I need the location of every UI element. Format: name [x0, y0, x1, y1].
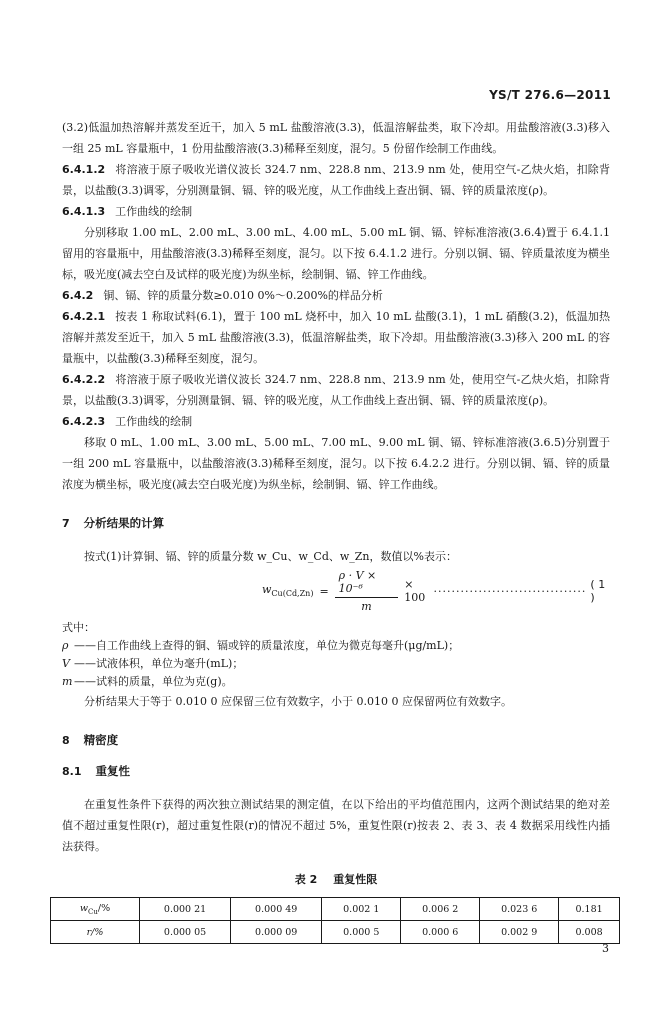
- table-cell: 0.000 6: [401, 921, 480, 944]
- formula-lhs: $w_{Cu(Cd,Zn)}$: [262, 583, 314, 599]
- subsection-title: 重复性: [95, 764, 130, 778]
- clause-6-4-1-2: [62, 159, 610, 201]
- table-row: [51, 898, 620, 921]
- paragraph-continued: (3.2)低温加热溶解并蒸发至近干，加入 5 mL 盐酸溶液(3.3)，低温溶解盐类，取下冷却。用盐酸溶液(3.3)移入一组 25 mL 容量瓶中，1 份用盐酸溶液(3.3)稀释至刻度，混匀。5 份留作绘制工作曲线。: [62, 121, 610, 155]
- table-cell: 0.008: [559, 921, 620, 944]
- clause-number: 6.4.1.2: [62, 163, 106, 176]
- formula-equals: =: [319, 584, 329, 598]
- table-cell: 0.002 1: [322, 898, 401, 921]
- repeatability-text: 在重复性条件下获得的两次独立测试结果的测定值，在以下给出的平均值范围内，这两个测试结果的绝对差值不超过重复性限(r)，超过重复性限(r)的情况不超过 5%，重复性限(r)按表 2、表 3、表 4 数据采用线性内插法获得。: [62, 798, 610, 853]
- clause-6-4-2: [62, 285, 610, 306]
- table-cell: 0.000 09: [231, 921, 322, 944]
- formula-1: [62, 569, 610, 613]
- clause-text: 将溶液于原子吸收光谱仪波长 324.7 nm、228.8 nm、213.9 nm 处，使用空气-乙炔火焰，扣除背景，以盐酸(3.3)调零，分别测量铜、镉、锌的吸光度，从工作曲线上查出铜、镉、锌的质量浓度(ρ)。: [62, 373, 610, 407]
- formula-fraction: [335, 569, 399, 613]
- page-number: 3: [602, 942, 609, 955]
- significant-digits-note: 分析结果大于等于 0.010 0 应保留三位有效数字，小于 0.010 0 应保留两位有效数字。: [84, 695, 512, 708]
- document-code: YS/T 276.6—2011: [489, 88, 611, 102]
- clause-number: 6.4.2.2: [62, 373, 106, 386]
- table-cell: 0.181: [559, 898, 620, 921]
- paragraph-calibration-1: 分别移取 1.00 mL、2.00 mL、3.00 mL、4.00 mL、5.00 mL 铜、镉、锌标准溶液(3.6.4)置于 6.4.1.1 留用的容量瓶中，用盐酸溶液(3.3)稀释至刻度，混匀。以下按 6.4.1.2 进行。分别以铜、镉、锌质量浓度为横坐标，吸光度(减去空白及试样的吸光度)为纵坐标，绘制铜、镉、锌工作曲线。: [62, 226, 610, 281]
- formula-leader-dots: ··································: [433, 584, 587, 598]
- where-label: 式中：: [62, 621, 95, 634]
- definition-volume: V ——试液体积，单位为毫升(mL)；: [62, 657, 244, 670]
- clause-number: 6.4.2.3: [62, 415, 106, 428]
- section-number: 7: [62, 517, 70, 530]
- clause-title: 工作曲线的绘制: [115, 205, 193, 218]
- section-title: 分析结果的计算: [83, 516, 165, 530]
- table-row: [51, 921, 620, 944]
- table-cell: 0.002 9: [480, 921, 559, 944]
- table-cell: 0.000 5: [322, 921, 401, 944]
- subsection-number: 8.1: [62, 765, 82, 778]
- table-label: 表 2: [294, 873, 318, 886]
- section-8-1-heading: [62, 761, 610, 782]
- section-title: 精密度: [83, 733, 119, 747]
- clause-number: 6.4.2.1: [62, 310, 106, 323]
- definition-rho: ρ ——自工作曲线上查得的铜、镉或锌的质量浓度，单位为微克每毫升(μg/mL)；: [62, 639, 460, 652]
- clause-title: 铜、镉、锌的质量分数≥0.010 0%～0.200%的样品分析: [103, 289, 383, 302]
- table-cell: 0.000 49: [231, 898, 322, 921]
- clause-6-4-2-1: [62, 306, 610, 369]
- repeatability-table: [50, 897, 620, 944]
- definition-mass: m ——试料的质量，单位为克(g)。: [62, 675, 233, 688]
- section-7-heading: [62, 513, 610, 534]
- formula-multiplier: × 100: [404, 578, 426, 604]
- table-title: 重复性限: [333, 873, 378, 886]
- table-cell: 0.000 21: [140, 898, 231, 921]
- page-content: [62, 117, 610, 944]
- formula-denominator: m: [361, 600, 372, 613]
- table-cell: 0.023 6: [480, 898, 559, 921]
- clause-6-4-2-2: [62, 369, 610, 411]
- table-2-caption: [62, 871, 610, 887]
- table-cell: 0.000 05: [140, 921, 231, 944]
- section-number: 8: [62, 734, 70, 747]
- table-cell: 0.006 2: [401, 898, 480, 921]
- row-header-wcu: $w_{Cu}/\%$: [51, 898, 140, 921]
- clause-text: 将溶液于原子吸收光谱仪波长 324.7 nm、228.8 nm、213.9 nm 处，使用空气-乙炔火焰，扣除背景，以盐酸(3.3)调零，分别测量铜、镉、锌的吸光度，从工作曲线上查出铜、镉、锌的质量浓度(ρ)。: [62, 163, 610, 197]
- clause-title: 工作曲线的绘制: [115, 415, 193, 428]
- row-header-r: r/%: [51, 921, 140, 944]
- clause-6-4-2-3: [62, 411, 610, 432]
- section-8-heading: [62, 730, 610, 751]
- paragraph-calibration-2: 移取 0 mL、1.00 mL、3.00 mL、5.00 mL、7.00 mL、9.00 mL 铜、镉、锌标准溶液(3.6.5)分别置于一组 200 mL 容量瓶中，以盐酸溶液(3.3)稀释至刻度，混匀。以下按 6.4.2.2 进行。分别以铜、镉、锌的质量浓度为横坐标，吸光度(减去空白吸光度)为纵坐标，绘制铜、镉、锌工作曲线。: [62, 436, 610, 491]
- clause-number: 6.4.2: [62, 289, 94, 302]
- clause-number: 6.4.1.3: [62, 205, 106, 218]
- clause-6-4-1-3: [62, 201, 610, 222]
- formula-label: ( 1 ): [590, 578, 606, 604]
- formula-intro: 按式(1)计算铜、镉、锌的质量分数 w_Cu、w_Cd、w_Zn，数值以%表示：: [84, 550, 457, 563]
- clause-text: 按表 1 称取试料(6.1)，置于 100 mL 烧杯中，加入 10 mL 盐酸(3.1)，1 mL 硝酸(3.2)，低温加热溶解并蒸发至近干，加入 5 mL 盐酸溶液(3.3)，低温溶解盐类，取下冷却。用盐酸溶液(3.3)移入 200 mL 的容量瓶中，以盐酸(3.3)稀释至刻度，混匀。: [62, 310, 610, 365]
- formula-numerator: ρ · V × 10⁻⁶: [335, 569, 399, 598]
